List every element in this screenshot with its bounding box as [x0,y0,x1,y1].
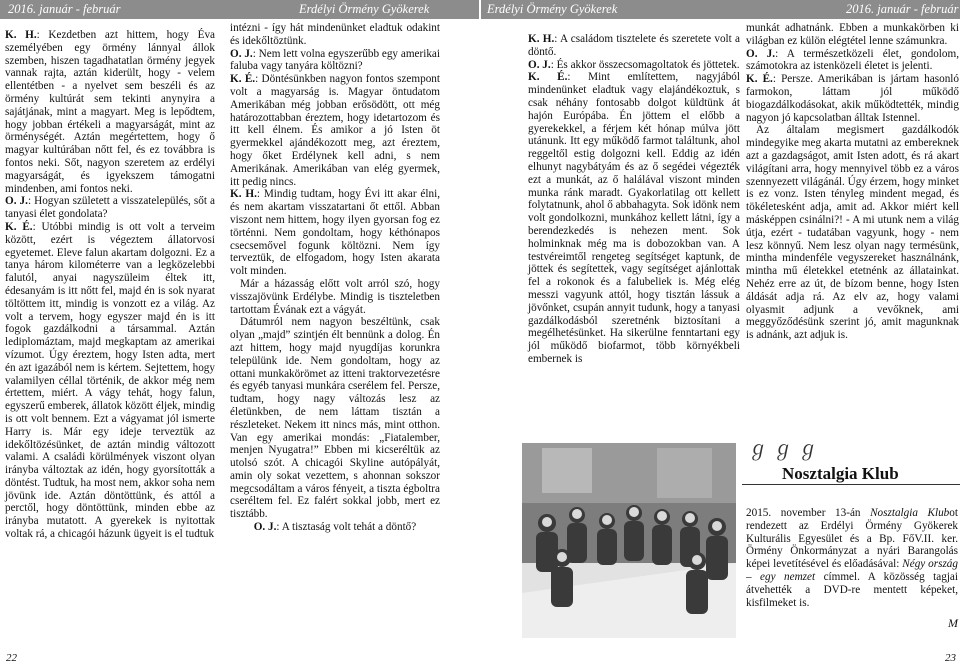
paragraph [5,29,215,195]
article-column-3 [528,33,740,366]
title-rule [742,484,960,485]
speaker-label: K. É. [528,71,568,84]
paragraph [230,22,440,48]
speaker-label: K. H. [5,29,37,41]
paragraph [230,316,440,521]
paragraph-text: : Döntésünkben nagyon fontos szempont volt a magyarság is. Magyar öntudatom Amerikában még jobban erősödött, ott még határozottabban éreztem, hogy idetartozom és itt kell élnem. És amikor a jó Isten öt gyermekkel ajándékozott meg, azt éreztem, hogy őket Erdélynek kell adni, s nem Amerikának. Amerikában van elég gyermek, itt pedig nincs. [230,73,440,188]
speaker-label: O. J. [230,47,253,60]
left-header-title: Erdélyi Örmény Gyökerek [299,2,430,16]
paragraph [528,59,740,72]
article-column-1 [5,29,215,541]
paragraph-text: munkát adhatnánk. Ebben a munkakörben ki világban ez külön elégtétel lenne számunkra. [746,22,959,47]
left-header-date: 2016. január - február [8,2,121,16]
paragraph-text: : Kezdetben azt hittem, hogy Éva személyében egy örmény lánnyal állok szemben, hiszen tagadhatatlan örmény jegyek vannak rajta, aztán kiderült, hogy - velem ellentétben - a nyelvet sem beszéli és az örmény kultúrát sem tekinti anynyira a sajátjának, mint a magyart. Meg is lepődtem, hogy jobban értékeli a magyarságát, mint az örménységét. Aztán megértettem, hogy ő magyar kultúrában nőtt fel, és ez továbbra is fontos neki. Sőt, nagyon szeretem az erdélyi magyarságát, és igyekszem támogatni mindenben, ami fontos neki. [5,29,216,195]
paragraph [746,73,959,124]
speaker-label: K. É. [230,73,256,86]
page-number-right: 23 [945,652,956,664]
speaker-label: O. J. [5,195,28,208]
paragraph-text: : Persze. Amerikában is jártam hasonló farmokon, láttam jól működő biogazdálkodásokat, akik működtették, mindig nagyon jó kapcsolatban álltak Istennel. [746,73,959,124]
paragraph [230,48,440,74]
paragraph-text: : Utóbbi mindig is ott volt a terveim között, ezért is végeztem állatorvosi egyetemet. Eleve falun akartam dolgozni. Ez a tanya három kilométerre van a legközelebbi falutól, anyai nagyszüleim éltek itt, édesanyám is itt nőtt fel, majd én is sok nyarat töltöttem itt, mindig is vonzott ez a világ. Az volt a tervem, hogy egyszer majd én is itt fogok gazdálkodni a társammal. Aztán lediplomáztam, majd megkaptam az amerikai vízumot. Úgy éreztem, hogy Isten adta, mert én azt igazából nem is kértem. Sejtettem, hogy valamilyen céllal történik, de akkor még nem értettem, miért. A vágy tehát, hogy falun, egyszerű emberek, állatok között éljek, mindig is ott volt bennem. Ezt a vágyamat jól ismerte Harry is. Már egy ideje terveztük az idekőltözésünket, de aztán mindig változott valami. A családi körülmények viszont olyan irányba változtak az idén, hogy gyorsították a döntést. Tudtuk, ha most nem, akkor soha nem jövünk ide. Aztán döntöttünk, és attól a perctől, hogy döntöttünk, minden ebbe az irányba mutatott. A gyerekek is nyitottak voltak rá, a chicagói házunk ügyeit is el tudtuk [5,220,215,541]
paragraph-text: : Hogyan született a visszatelepülés, sőt a tanyasi élet gondolata? [5,195,215,221]
speaker-label: K. H. [230,188,257,201]
paragraph [528,33,740,59]
klub-text-2: ot rendezett az Erdélyi Örmény Gyökerek Kulturális Egyesület és a Bp. FőV.II. ker. Örmény Önkormányzat a nyári Barangolás képei levetítésével és előadásával: [746,507,958,571]
speaker-label: K. H. [528,33,555,45]
speaker-label: O. J. [746,47,776,60]
paragraph-text: : A családom tisztelete és szeretete volt a döntő. [528,33,740,58]
paragraph-text: Dátumról nem nagyon beszéltünk, csak olyan „majd” szintjén élt bennünk a dolog. Én azt hittem, hogy majd nyugdíjas korunkra települünk ide. Nem gondoltam, hogy az ottani munkakörömet az itteni traktorvezetésre és egyéb tanyasi munkára cserélem fel. Persze, tudtam, hogy nagy változás lesz az életünkben, de nem láttam tisztán a részleteket. Nekem itt nincs más, mint otthon. Van egy amerikai mondás: „Fiatalember, menjen Nyugatra!” Ebben mi kicseréltük az utolsó szót. A chicagói Skyline autópályát, amin oly sokat vezettem, s ahonnan sokszor megcsodáltam a város fényeit, a tiszta égboltra cseréltem fel. Ez falért sokkal jobb, mert ez tisztább. [230,316,440,521]
paragraph [528,71,740,365]
speaker-label: K. É. [5,220,33,233]
group-photo-image [522,443,736,638]
paragraph [230,521,440,534]
klub-text-italic: Nosztalgia Klub [870,507,950,519]
paragraph-text: : Mint említettem, nagyjából mindenünket eladtuk vagy elajándékoztuk, s csak néhány fontosabb dolgot küldtünk át hajón Európába. Én jöttem el előbb a gyerekekkel, a férjem két hónap múlva jött utánunk. Itt egy működő farmot találtunk, ahol reggeltől estig dolgozni kell. Eddig az idén elhunyt nagybátyám és az ő segédei végezték ezt a munkát, az ő halálával viszont minden munka ránk maradt. Gyakorlatilag ott kellett folytatnunk, ahol ő abbahagyta. Sok idönk nem volt gondolkozni, munkához kellett látni, így a berendezkedés is nehezen ment. Sok holminknak még ma is dobozokban van. A testvéreimtől rengeteg segítséget kaptunk, de jöttek és segítettek, vagy segítséget ajánlottak fel a rokonok és a falubeliek is. Még elég messzi vagyunk attól, hogy tisztán lássuk a jövőnket, csupán annyit tudunk, hogy a tanyasi gazdálkodásból szeretnénk biztosítani a megélhetésünket. Ha sikerülne fenntartani egy jól működő biofarmot, több környékbeli embernek is [528,71,740,365]
paragraph-text: Már a házasság előtt volt arról szó, hogy visszajövünk Erdélybe. Mindig is tiszteletben tartottam Évának ezt a vágyát. [230,277,440,316]
paragraph-text: : A természetközeli élet, gondolom, számotokra az istenközeli életet is jelenti. [746,47,959,73]
paragraph-text: : Mindig tudtam, hogy Évi itt akar élni, és nem akartam visszatartani őt ettől. Abban viszont nem hittem, hogy ilyen gyorsan fog ez történni. Nem gondoltam, hogy kéthónapos csecsemővel fogunk költözni. Nem így terveztük, de elfogadom, hogy Isten akarata volt minden. [230,188,440,278]
paragraph-text: : A tisztaság volt tehát a döntő? [276,521,417,534]
speaker-label: O. J. [528,58,551,71]
article-column-2 [230,22,440,534]
paragraph [746,48,959,74]
left-header-band [0,0,479,19]
page-number-left: 22 [6,652,17,664]
paragraph-text: : Nem lett volna egyszerűbb egy amerikai faluba vagy tanyára költözni? [230,47,441,73]
paragraph [230,278,440,316]
right-header-title: Erdélyi Örmény Gyökerek [487,2,618,16]
speaker-label: O. J. [253,521,277,534]
paragraph [746,124,959,342]
paragraph-text: Az általam megismert gazdálkodók mindegyike meg akarta mutatni az embereknek azt a gazdagságot, amit Isten adott, és rá akart világítani arra, hogy mennyivel több ez a város szennyezett világánál. Úgy érzem, hogy minket is ez vonz. Isten tényleg mindent megad, és tökéletesként adja, amit ad. Akkor miért kell másképpen csinálni?! - A mi utunk nem a világ útja, ezért - tudatában vagyunk, hogy - nem lesz könnyű. Nem lesz olyan nagy termésünk, mintha mindenféle vegyszereket használnánk, mintha mű életekkel etetnénk az állatainkat. Nehéz erre az út, de bízom benne, hogy Isten áldását adja rá. Az elv az, hogy valami olyasmit adjunk a vevőknek, ami meggyőződésünk szerint jó, amit magunknak is adnánk, azt adjuk is. [746,124,959,342]
right-header-band [481,0,960,19]
nosztalgia-klub-title: Nosztalgia Klub [782,464,899,483]
paragraph-text: intézni - így hát mindenünket eladtuk odakint és idekőltöztünk. [230,22,440,47]
paragraph [230,188,440,278]
author-signature: M [948,616,958,630]
ornament-divider: ℊ ℊ ℊ [748,438,818,460]
group-photo [522,443,736,638]
paragraph-text: : És akkor összecsomagoltatok és jöttetek. [550,58,740,71]
paragraph [230,73,440,188]
speaker-label: K. É. [746,73,773,86]
paragraph [5,221,215,541]
nosztalgia-klub-text [746,507,958,609]
paragraph [5,195,215,221]
klub-text-italic-2: Négy ország – egy nemzet [746,558,958,583]
article-column-4 [746,22,959,342]
klub-text-3: címmel. A közösség tagjai átvehették a DVD-re mentett képeket, kisfilmeket is. [746,570,958,609]
right-header-date: 2016. január - február [846,2,959,16]
paragraph [746,22,959,48]
klub-text-1: 2015. november 13-án [746,507,871,519]
